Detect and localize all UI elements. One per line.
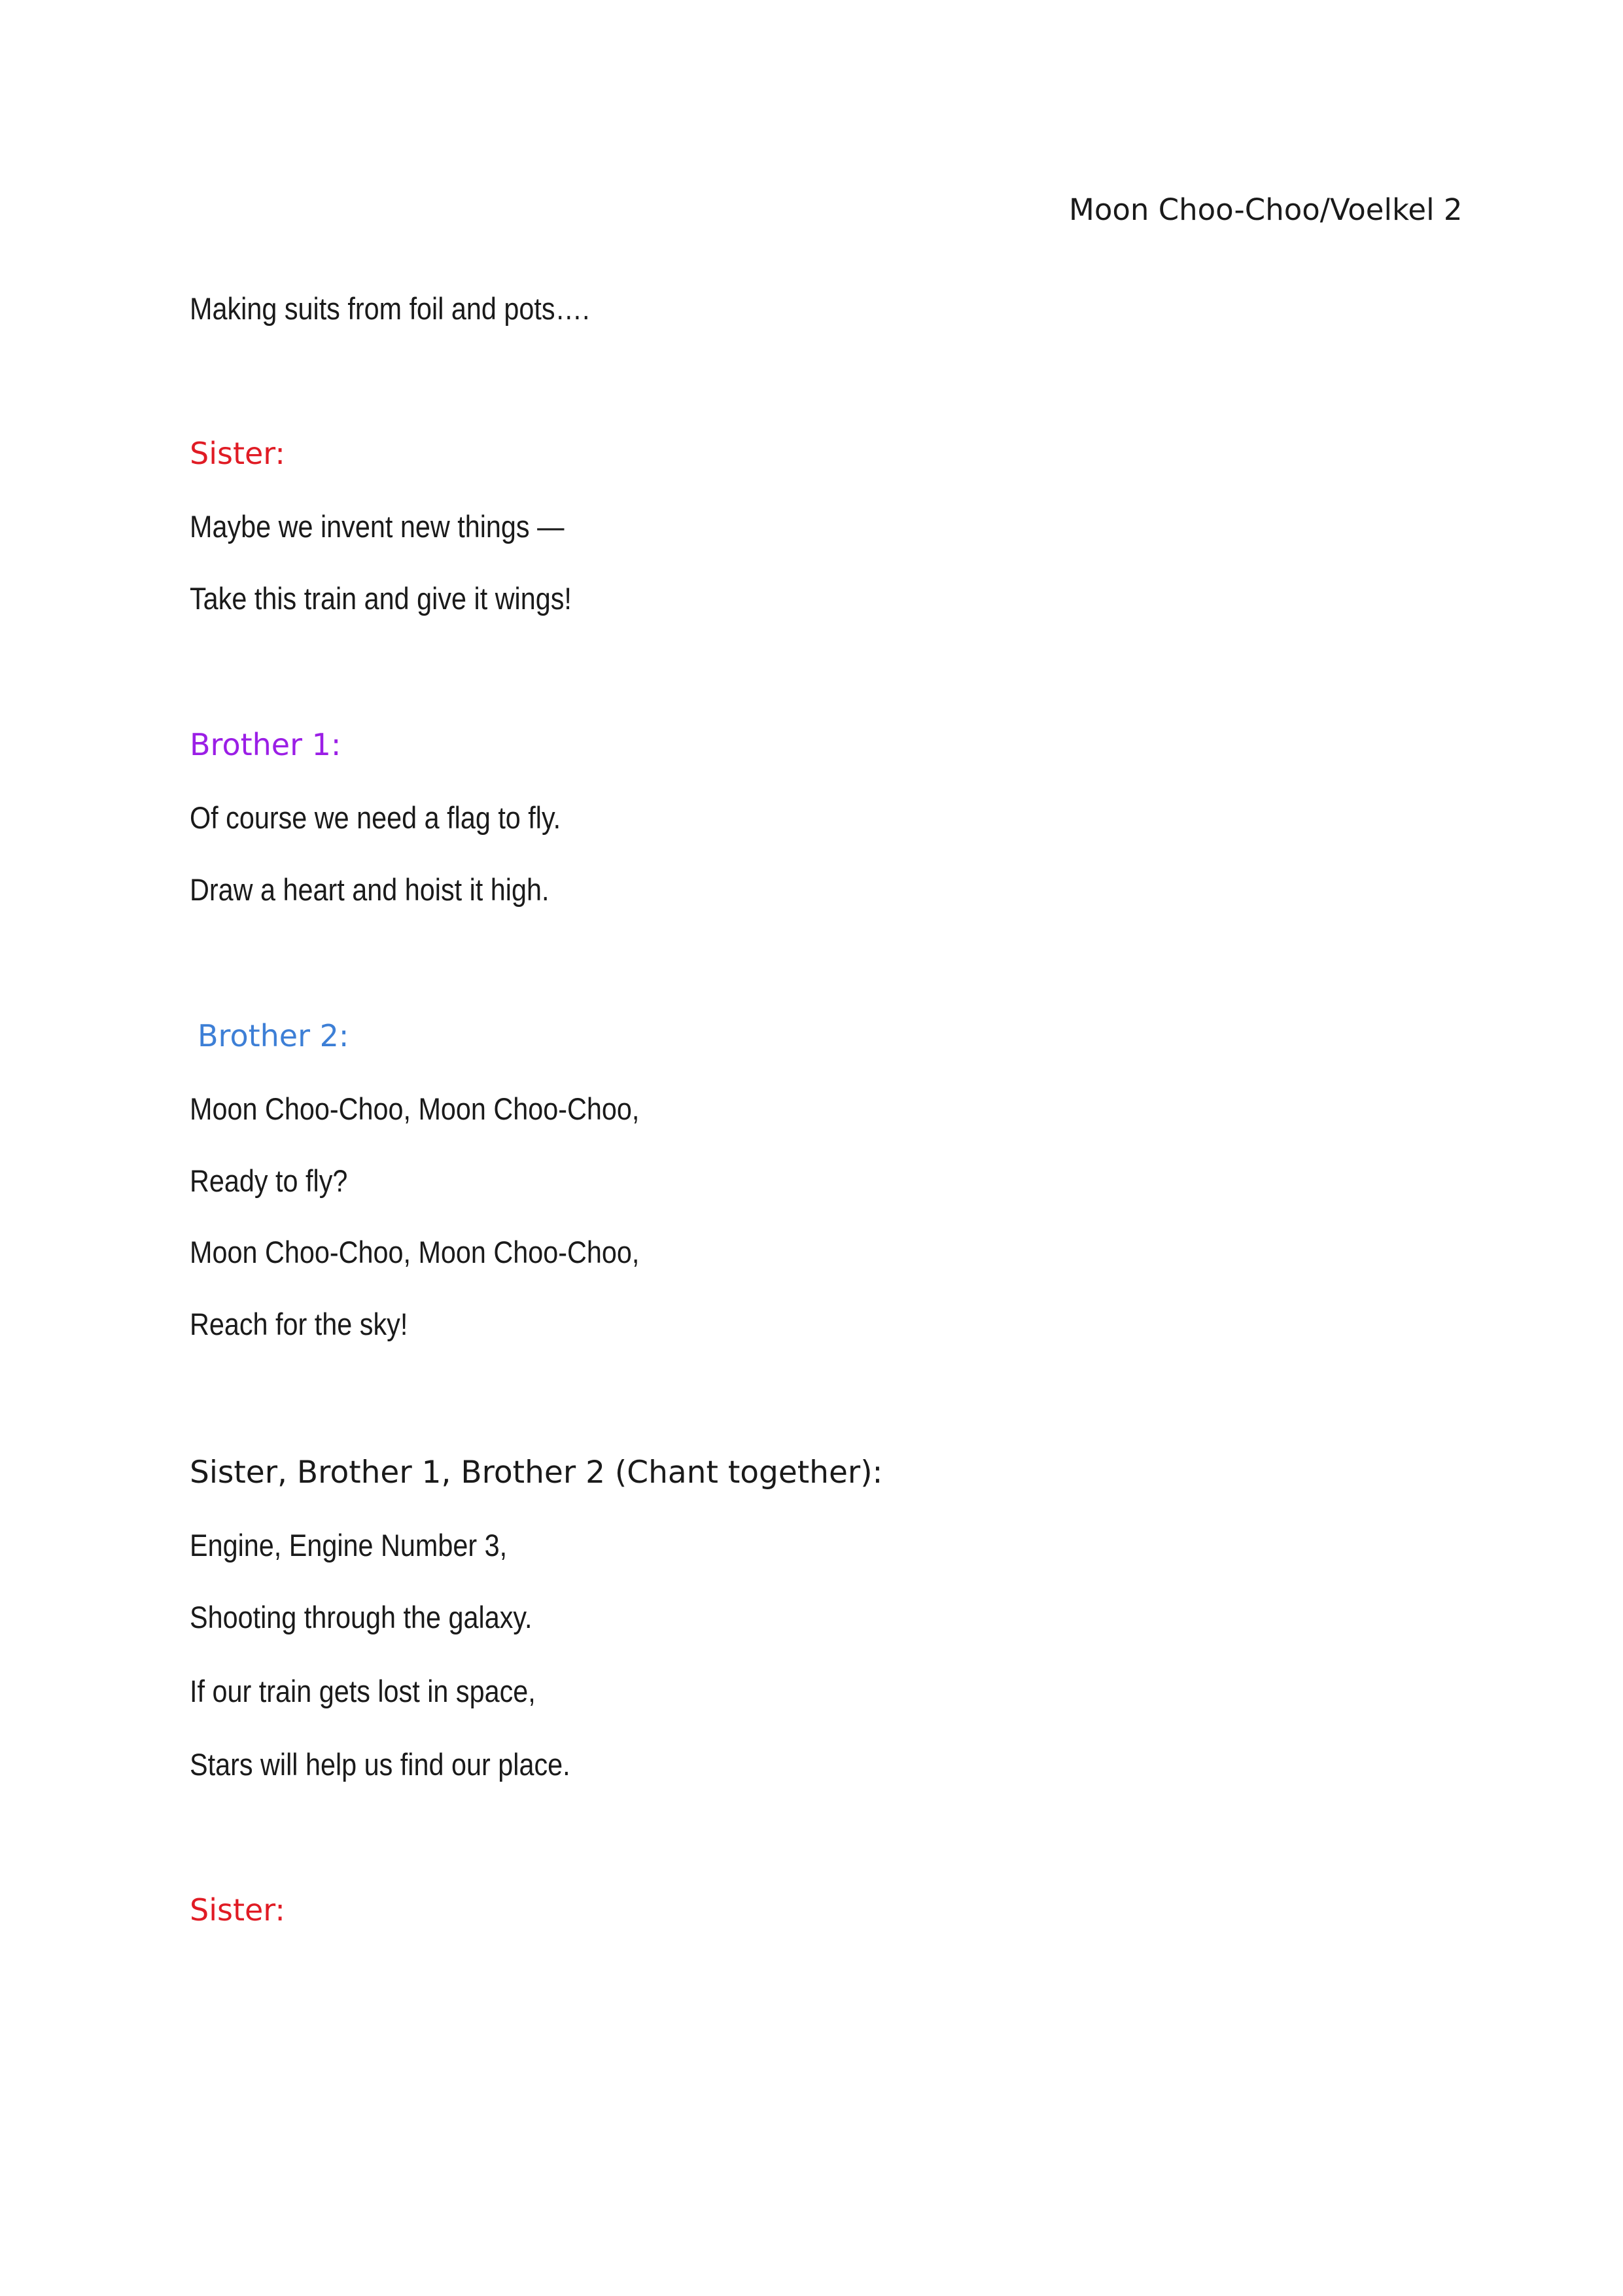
script-line: Draw a heart and hoist it high.	[190, 872, 550, 907]
speaker-sister: Sister:	[190, 1892, 285, 1928]
script-line: Take this train and give it wings!	[190, 581, 572, 616]
script-line: Ready to fly?	[190, 1163, 348, 1198]
speaker-all: Sister, Brother 1, Brother 2 (Chant together):	[190, 1455, 883, 1491]
speaker-brother-2: Brother 2:	[198, 1018, 349, 1053]
script-line: Moon Choo-Choo, Moon Choo-Choo,	[190, 1091, 640, 1126]
script-line: Moon Choo-Choo, Moon Choo-Choo,	[190, 1235, 640, 1269]
script-line: Maybe we invent new things —	[190, 509, 565, 544]
script-line: Reach for the sky!	[190, 1307, 408, 1341]
script-line: Shooting through the galaxy.	[190, 1600, 532, 1634]
running-head: Moon Choo-Choo/Voelkel 2	[1069, 192, 1463, 227]
intro-line: Making suits from foil and pots….	[190, 291, 590, 326]
script-line: Stars will help us find our place.	[190, 1747, 570, 1782]
script-line: If our train gets lost in space,	[190, 1674, 536, 1708]
speaker-sister: Sister:	[190, 436, 285, 471]
speaker-brother-1: Brother 1:	[190, 727, 341, 762]
script-line: Of course we need a flag to fly.	[190, 800, 561, 835]
script-line: Engine, Engine Number 3,	[190, 1528, 508, 1563]
